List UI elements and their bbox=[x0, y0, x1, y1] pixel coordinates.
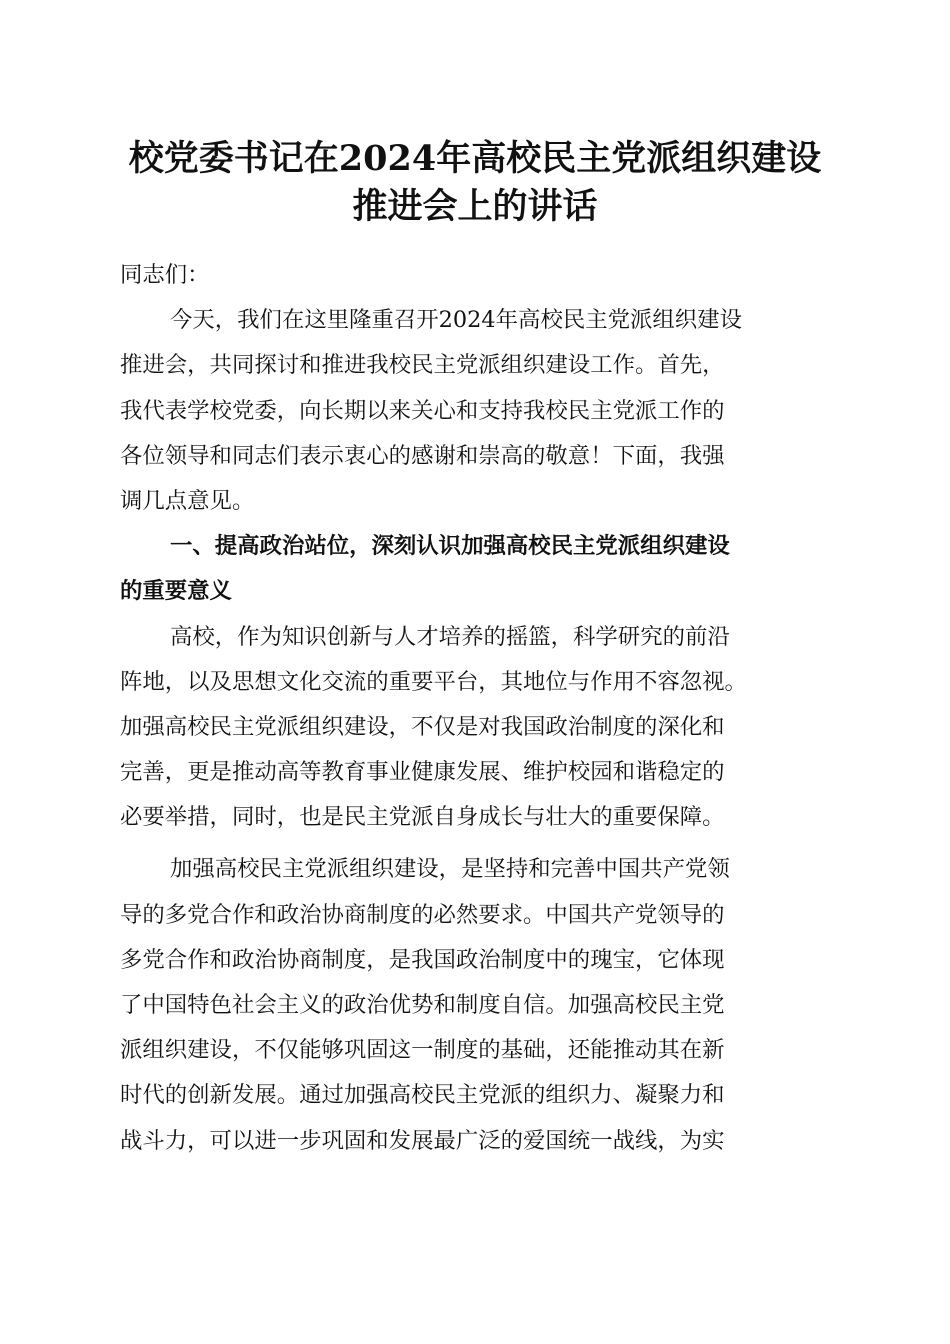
document-title-line-1: 校党委书记在2024年高校民主党派组织建设 bbox=[128, 138, 822, 179]
section-heading-1 bbox=[120, 524, 840, 614]
paragraph-2 bbox=[120, 615, 840, 841]
paragraph-line: 加强高校民主党派组织建设，不仅是对我国政治制度的深化和 bbox=[120, 713, 725, 740]
paragraph-gap bbox=[120, 840, 840, 847]
paragraph-line: 完善，更是推动高等教育事业健康发展、维护校园和谐稳定的 bbox=[120, 759, 725, 786]
paragraph-line: 时代的创新发展。通过加强高校民主党派的组织力、凝聚力和 bbox=[120, 1082, 725, 1109]
paragraph-line: 导的多党合作和政治协商制度的必然要求。中国共产党领导的 bbox=[120, 901, 725, 928]
paragraph-line: 派组织建设，不仅能够巩固这一制度的基础，还能推动其在新 bbox=[120, 1037, 725, 1064]
paragraph-3 bbox=[120, 847, 840, 1163]
document-title-line-2: 推进会上的讲话 bbox=[352, 186, 598, 227]
paragraph-line: 必要举措，同时，也是民主党派自身成长与壮大的重要保障。 bbox=[120, 804, 725, 831]
heading-line: 的重要意义 bbox=[120, 578, 232, 605]
paragraph-1 bbox=[120, 298, 840, 524]
paragraph-line: 了中国特色社会主义的政治优势和制度自信。加强高校民主党 bbox=[120, 992, 725, 1018]
paragraph-line: 各位领导和同志们表示衷心的感谢和崇高的敬意！下面，我强 bbox=[120, 442, 725, 469]
heading-line: 一、提高政治站位，深刻认识加强高校民主党派组织建设 bbox=[170, 533, 730, 560]
paragraph-line: 今天，我们在这里隆重召开2024年高校民主党派组织建设 bbox=[170, 307, 742, 334]
salutation: 同志们： bbox=[120, 262, 210, 288]
paragraph-line: 高校，作为知识创新与人才培养的摇篮，科学研究的前沿 bbox=[170, 623, 730, 650]
paragraph-line: 调几点意见。 bbox=[120, 487, 255, 514]
paragraph-line: 推进会，共同探讨和推进我校民主党派组织建设工作。首先， bbox=[120, 352, 725, 379]
paragraph-line: 多党合作和政治协商制度，是我国政治制度中的瑰宝，它体现 bbox=[120, 946, 725, 973]
paragraph-line: 我代表学校党委，向长期以来关心和支持我校民主党派工作的 bbox=[120, 397, 725, 424]
paragraph-line: 战斗力，可以进一步巩固和发展最广泛的爱国统一战线，为实 bbox=[120, 1127, 725, 1154]
paragraph-line: 阵地，以及思想文化交流的重要平台，其地位与作用不容忽视。 bbox=[120, 668, 747, 695]
document-body bbox=[120, 253, 840, 1164]
paragraph-line: 加强高校民主党派组织建设，是坚持和完善中国共产党领 bbox=[170, 856, 730, 883]
